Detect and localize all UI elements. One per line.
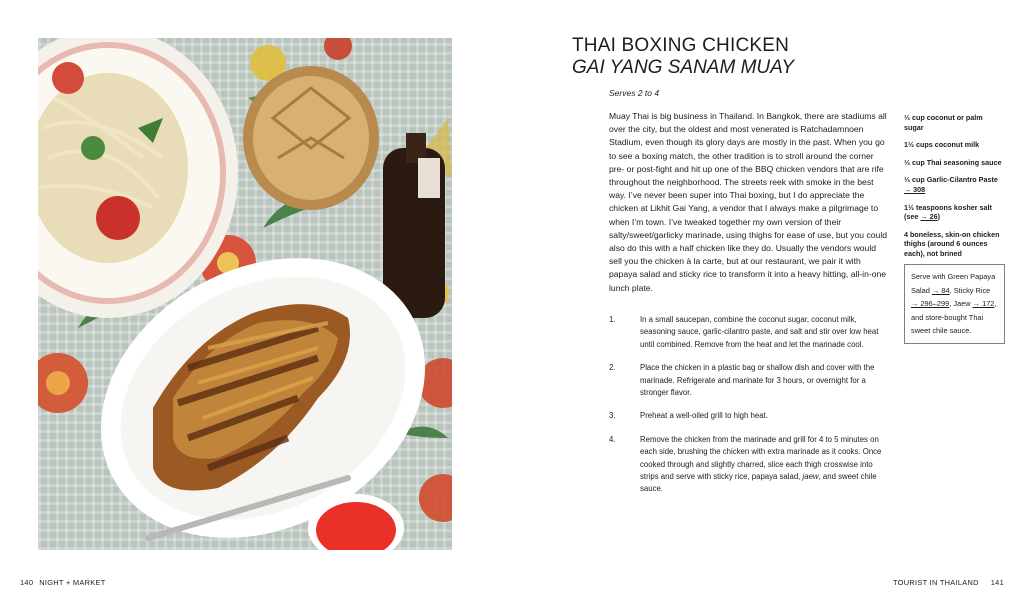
page-reference-link[interactable]: → 26 (920, 212, 938, 222)
running-head: NIGHT + MARKET (39, 578, 106, 587)
ingredient-item (904, 175, 1004, 194)
page-reference-link[interactable]: → 296–299 (911, 299, 950, 309)
sticky-rice-basket (243, 66, 379, 210)
right-page-footer (893, 578, 1004, 587)
step-text: In a small saucepan, combine the coconut sugar, coconut milk, seasoning sauce, garlic-cilantro paste, and salt and stir over low heat until combined. Remove from the heat and let the marinade cool. (640, 315, 879, 349)
ingredient-text: 1½ teaspoons kosher salt (see (904, 202, 992, 222)
ingredient-list (904, 113, 1004, 267)
step-text (640, 435, 881, 494)
serves: Serves 2 to 4 (609, 88, 660, 98)
recipe-title: THAI BOXING CHICKEN (572, 35, 790, 56)
step-text-part: , and sweet chile sauce. (640, 472, 877, 494)
method-steps (609, 314, 891, 507)
method-step (609, 410, 891, 422)
page-reference-link[interactable]: → 172 (972, 299, 995, 309)
ingredient-item: 4 boneless, skin-on chicken thighs (around 6 ounces each), not brined (904, 229, 1000, 258)
step-number: 3. (609, 411, 616, 421)
recipe-intro: Muay Thai is big business in Thailand. In Bangkok, there are stadiums all over the city, but the oldest and most venerated is Ratchadamnoen Stadium, even though its glory days are mostly in the past. When you go to see a boxing match, the other tradition is to stroll around the corner pre- or post-fight and hit up one of the BBQ chicken vendors that are rife throughout the neighborhood. The streets reek with smoke in the best way. I’ve never been super into Thai boxing, but I do appreciate the chicken at Likhit Gai Yang, a vendor that I always make a pilgrimage to when I’m town. I’ve tweaked together my own version of their salty/sweet/garlicky marinade, using thighs for ease of use, but you could also do this with a half chicken like they do. Usually the vendors would sell you the chicken à la carte, but at our restaurant, we pair it with papaya salad and sticky rice to transform it into a heavy hitting, all-in-one lunch plate. (609, 111, 888, 293)
page-reference-link[interactable]: → 308 (904, 184, 926, 194)
page-number: 140 (20, 578, 34, 587)
callout-text: , Jaew (949, 299, 973, 309)
beer-bottle (383, 133, 445, 318)
recipe-subtitle: GAI YANG SANAM MUAY (572, 57, 795, 78)
ingredient-text: ⅓ cup Garlic-Cilantro Paste (904, 175, 998, 185)
page-reference-link[interactable]: → 84 (931, 285, 950, 295)
ingredient-item (904, 203, 1004, 222)
step-text: Place the chicken in a plastic bag or shallow dish and cover with the marinade. Refrigerate and marinate for 3 hours, or overnight for a stronger flavor. (640, 363, 875, 398)
food-photo-illustration (38, 38, 452, 550)
step-text: Preheat a well-oiled grill to high heat. (640, 411, 768, 421)
callout-text: , and store-bought Thai sweet chile sauce. (911, 299, 997, 336)
ingredient-item: 1½ cups coconut milk (904, 140, 980, 150)
callout-text: Serve with Green Papaya Salad (911, 272, 996, 295)
step-number: 1. (609, 315, 616, 324)
ingredient-item: ⅓ cup Thai seasoning sauce (904, 157, 1002, 167)
food-photo (38, 38, 452, 550)
serving-suggestion-box (904, 264, 1005, 344)
left-page-footer (20, 578, 112, 587)
step-text-part: Remove the chicken from the marinade and grill for 4 to 5 minutes on each side, brushing the chicken with extra marinade as it cooks. Once cooked through and slightly charred, slice each thigh crosswise into strips and serve with sticky rice, papaya salad, (640, 434, 882, 482)
method-step (609, 434, 891, 496)
step-number: 2. (609, 363, 616, 373)
ingredient-item: ⅓ cup coconut or palm sugar (904, 113, 983, 132)
step-number: 4. (609, 434, 616, 444)
page-number: 141 (990, 578, 1004, 587)
method-step (609, 314, 891, 351)
running-head: TOURIST IN THAILAND (892, 578, 979, 587)
callout-text: , Sticky Rice (949, 285, 991, 295)
step-text-italic: jaew (802, 472, 819, 482)
ingredient-text: ) (937, 212, 940, 222)
method-step (609, 362, 891, 399)
